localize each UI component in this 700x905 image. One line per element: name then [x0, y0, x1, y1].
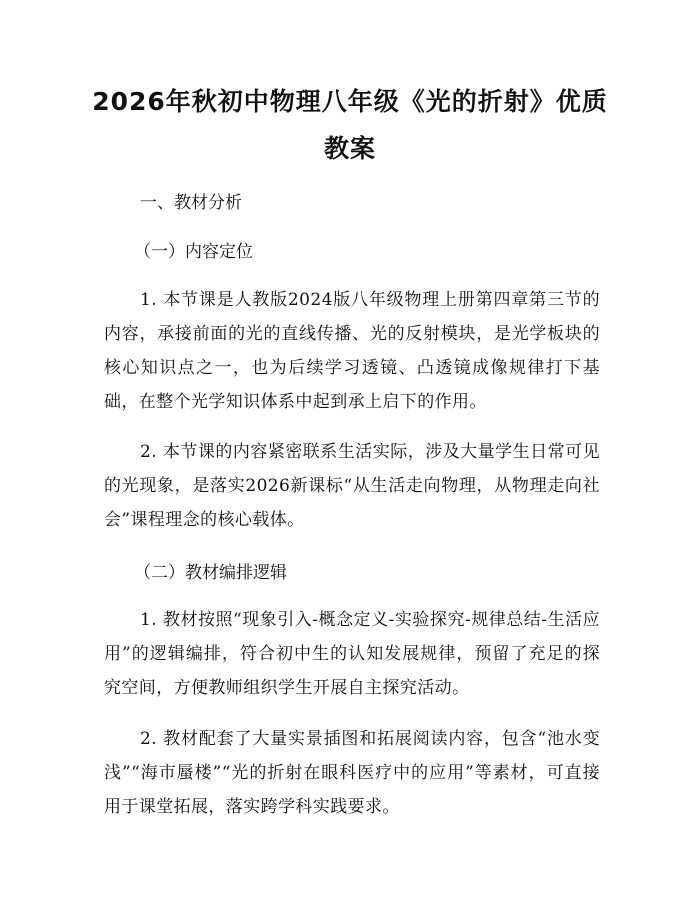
- paragraph-arrangement-2: 2. 教材配套了大量实景插图和拓展阅读内容，包含“池水变浅”“海市蜃楼”“光的折射在眼科医疗中的应用”等素材，可直接用于课堂拓展，落实跨学科实践要求。: [104, 729, 600, 817]
- paragraph-arrangement-1: 1. 教材按照“现象引入-概念定义-实验探究-规律总结-生活应用”的逻辑编排，符合初中生的认知发展规律，预留了充足的探究空间，方便教师组织学生开展自主探究活动。: [104, 610, 600, 698]
- document-title-line1: 2026年秋初中物理八年级《光的折射》优质: [92, 87, 608, 116]
- document-title-line2: 教案: [323, 134, 376, 163]
- subsection-heading-textbook-arrangement: （二）教材编排逻辑: [134, 563, 287, 583]
- section-heading-textbook-analysis: 一、教材分析: [140, 193, 242, 213]
- subsection-heading-content-positioning: （一）内容定位: [134, 242, 253, 262]
- paragraph-content-positioning-1: 1. 本节课是人教版2024版八年级物理上册第四章第三节的内容，承接前面的光的直线传播、光的反射模块，是光学板块的核心知识点之一，也为后续学习透镜、凸透镜成像规律打下基础，在整个光学知识体系中起到承上启下的作用。: [104, 290, 600, 412]
- paragraph-content-positioning-2: 2. 本节课的内容紧密联系生活实际，涉及大量学生日常可见的光现象，是落实2026新课标“从生活走向物理，从物理走向社会”课程理念的核心载体。: [104, 442, 600, 530]
